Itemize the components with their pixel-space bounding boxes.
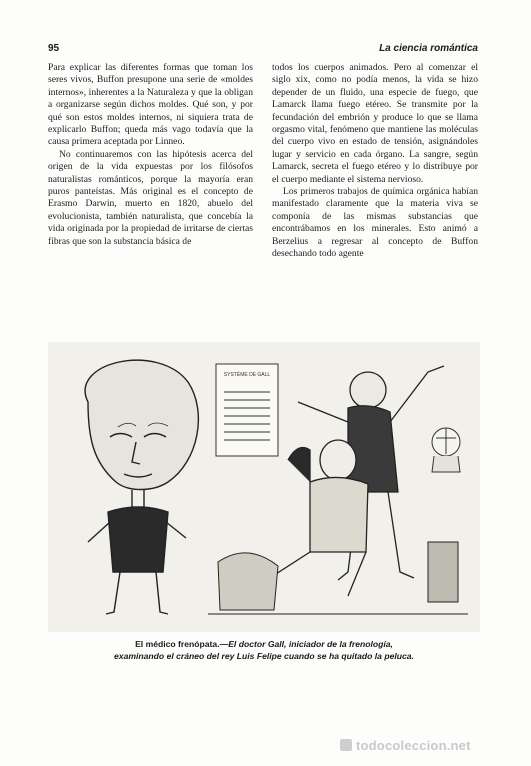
paragraph: todos los cuerpos animados. Pero al comenzar el siglo xix, como no podía menos, la vida se hizo depender de un fluido, una especie de fuego, que Lamarck llama fuego etéreo. Se transmite por la fecundación del embrión y produce lo que se llama orgasmo vital, fenómeno que mantiene las moléculas del cuerpo vivo en estado de tensión, asignándoles lugar y servicio en cada órgano. La sangre, según Lamarck, secreta el fuego etéreo y lo distribuye por el cuerpo mediante el sistema nervioso. [272,62,478,185]
phrenology-bust [432,428,460,472]
caption-title: El médico frenópata. [135,639,220,649]
running-title: La ciencia romántica [379,43,478,54]
caricature-drawing [48,342,480,632]
right-column [272,62,478,261]
watermark-text: todocoleccion.net [356,738,471,753]
caption-line-2: examinando el cráneo del rey Luis Felipe cuando se ha quitado la peluca. [114,651,414,661]
illustration [48,342,480,632]
paragraph: Para explicar las diferentes formas que toman los seres vivos, Buffon presupone una serie de «moldes internos», inherentes a la Naturaleza y que la obligan a organizarse según dichos moldes. Qué son, y por qué son estos moldes internos, ni siquiera trata de explicarlo Buffon; queda más vago todavía que la causa primera aceptada por Linneo. [48,62,253,148]
paragraph: Los primeros trabajos de química orgánica habían manifestado claramente que la materia viva se componía de las mismas substancias que encontrábamos en los minerales. Esto animó a Berzelius a regresar al concepto de Buffon desechando todo agente [272,186,478,260]
page-header [48,43,478,57]
paragraph: No continuaremos con las hipótesis acerca del origen de la vida expuestas por los filósofos naturalistas románticos, porque la mayoría eran puros panteístas. Más original es el concepto de Erasmo Darwin, muerto en 1820, abuelo del evolucionista, también naturalista, que concebía la vida originada por la propiedad de irritarse de ciertas fibras que son la substancia básica de [48,148,253,247]
caption-text: —El doctor Gall, iniciador de la frenología, [219,639,393,649]
watermark [340,738,520,758]
chart-label: SYSTÈME DE GALL [223,372,271,378]
caption-line-1 [48,638,480,650]
left-column [48,62,253,248]
figure-caption [48,638,480,662]
logo-icon [340,739,352,751]
page-number: 95 [48,43,60,54]
